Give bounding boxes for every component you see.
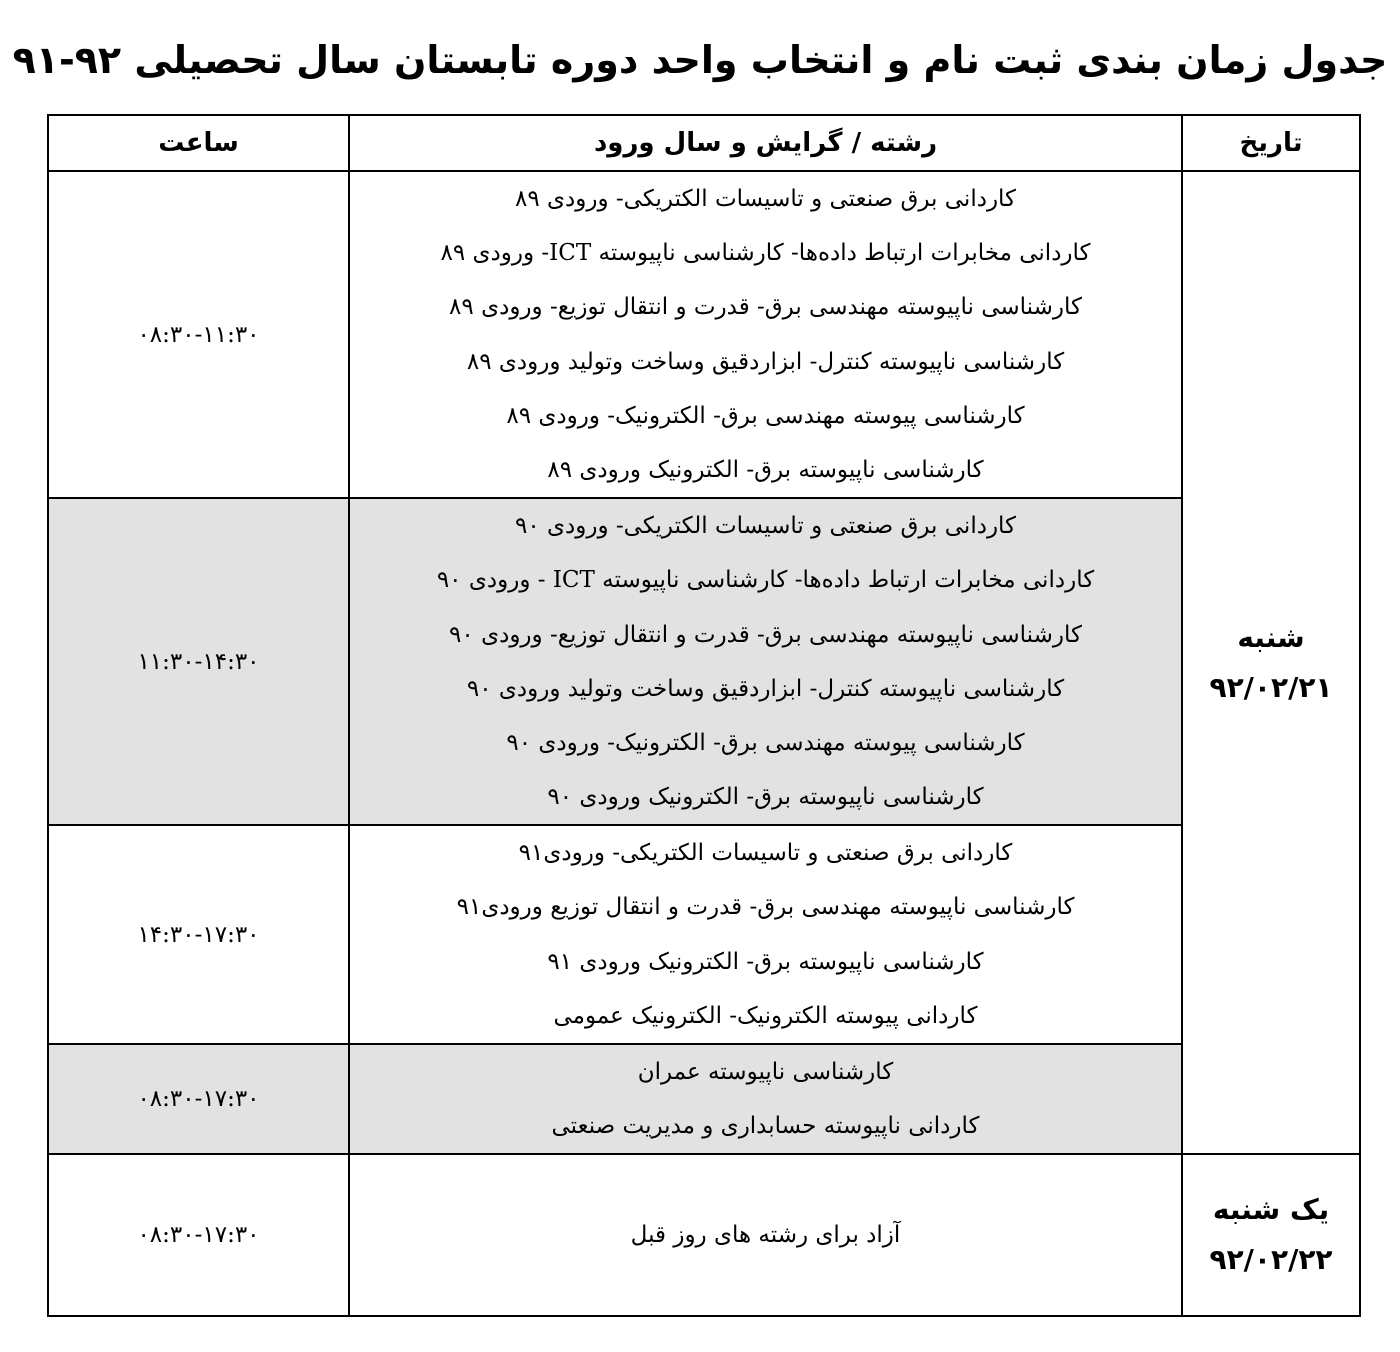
table-row (48, 825, 1360, 1044)
table-row (48, 171, 1360, 498)
program-line: کاردانی برق صنعتی و تاسیسات الکتریکی- ورودی ۸۹ (514, 186, 1017, 212)
program-line: کارشناسی ناپیوسته مهندسی برق- قدرت و انتقال توزیع- ورودی ۹۰ (449, 621, 1082, 648)
header-row (48, 115, 1360, 171)
schedule-table (47, 114, 1361, 1317)
day-date: ۹۲/۰۲/۲۲ (1209, 1243, 1333, 1277)
program-line: کارشناسی ناپیوسته کنترل- ابزاردقیق وساخت وتولید ورودی ۹۰ (466, 675, 1065, 702)
program-line: کارشناسی ناپیوسته برق- الکترونیک ورودی ۹۰ (547, 784, 984, 811)
table-row (48, 498, 1360, 825)
header-date: تاریخ (1182, 115, 1360, 171)
program-line: کارشناسی ناپیوسته برق- الکترونیک ورودی ۸۹ (547, 456, 984, 483)
program-line: کارشناسی ناپیوسته مهندسی برق- قدرت و انتقال توزیع ورودی۹۱ (456, 894, 1075, 921)
header-program: رشته / گرایش و سال ورود (349, 115, 1182, 171)
time-cell: ۱۱:۳۰-۱۴:۳۰ (48, 498, 349, 825)
day-name: یک شنبه (1212, 1193, 1330, 1227)
program-line: کاردانی مخابرات ارتباط داده‌ها- کارشناسی ناپیوسته ICT- ورودی ۸۹ (440, 240, 1091, 267)
program-line: کاردانی برق صنعتی و تاسیسات الکتریکی- ورودی ۹۰ (514, 513, 1017, 540)
program-line: کارشناسی پیوسته مهندسی برق- الکترونیک- ورودی ۹۰ (506, 729, 1025, 756)
table-row (48, 1154, 1360, 1316)
program-cell (349, 498, 1182, 825)
program-line: کارشناسی ناپیوسته عمران (637, 1059, 894, 1085)
time-cell: ۱۴:۳۰-۱۷:۳۰ (48, 825, 349, 1044)
time-cell: ۰۸:۳۰-۱۷:۳۰ (48, 1044, 349, 1154)
time-cell: ۰۸:۳۰-۱۷:۳۰ (48, 1154, 349, 1316)
page-title: جدول زمان بندی ثبت نام و انتخاب واحد دوره تابستان سال تحصیلی ۹۲-۹۱ (12, 38, 1388, 82)
program-line: آزاد برای رشته های روز قبل (630, 1222, 901, 1249)
program-cell (349, 1044, 1182, 1154)
day-name: شنبه (1237, 620, 1305, 654)
program-line: کاردانی پیوسته الکترونیک- الکترونیک عمومی (553, 1002, 978, 1029)
program-line: کاردانی ناپیوسته حسابداری و مدیریت صنعتی (551, 1113, 980, 1140)
date-cell-saturday (1182, 171, 1360, 1154)
program-cell (349, 1154, 1182, 1316)
program-line: کارشناسی ناپیوسته مهندسی برق- قدرت و انتقال توزیع- ورودی ۸۹ (449, 294, 1082, 321)
program-line: کاردانی برق صنعتی و تاسیسات الکتریکی- ورودی۹۱ (518, 840, 1013, 867)
day-date: ۹۲/۰۲/۲۱ (1209, 670, 1333, 704)
program-cell (349, 171, 1182, 498)
program-line: کارشناسی ناپیوسته کنترل- ابزاردقیق وساخت وتولید ورودی ۸۹ (466, 348, 1065, 375)
date-cell-sunday (1182, 1154, 1360, 1316)
program-line: کارشناسی پیوسته مهندسی برق- الکترونیک- ورودی ۸۹ (506, 402, 1025, 429)
time-cell: ۰۸:۳۰-۱۱:۳۰ (48, 171, 349, 498)
header-time: ساعت (48, 115, 349, 171)
program-line: کاردانی مخابرات ارتباط داده‌ها- کارشناسی ناپیوسته ICT - ورودی ۹۰ (436, 567, 1095, 594)
program-line: کارشناسی ناپیوسته برق- الکترونیک ورودی ۹۱ (547, 948, 984, 975)
table-row (48, 1044, 1360, 1154)
program-cell (349, 825, 1182, 1044)
